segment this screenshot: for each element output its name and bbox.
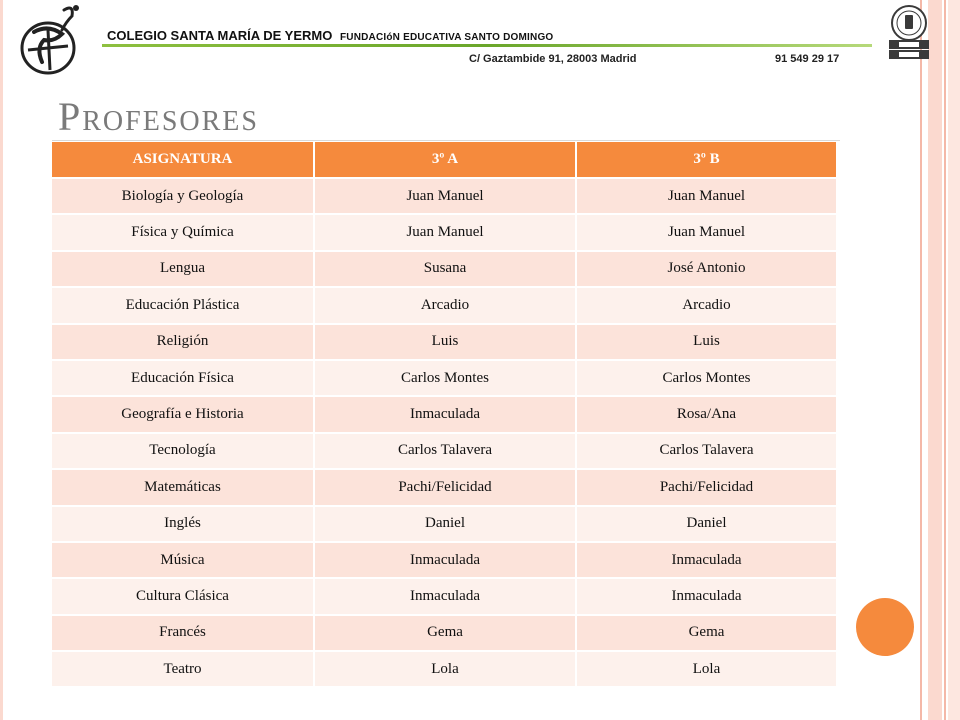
subject-cell: Biología y Geología [52, 178, 314, 214]
title-divider [52, 140, 840, 141]
subject-cell: Tecnología [52, 433, 314, 469]
teacher-3b-cell: Arcadio [576, 287, 836, 323]
teacher-3a-cell: Gema [314, 615, 576, 651]
subject-cell: Inglés [52, 506, 314, 542]
column-header-3a: 3º A [314, 142, 576, 178]
table-row [52, 469, 836, 505]
teacher-3b-cell: Pachi/Felicidad [576, 469, 836, 505]
stripe [928, 0, 942, 720]
teacher-3a-cell: Inmaculada [314, 396, 576, 432]
table-row [52, 287, 836, 323]
right-decorative-stripes [920, 0, 960, 720]
table-row [52, 360, 836, 396]
table-row [52, 178, 836, 214]
teacher-3b-cell: José Antonio [576, 251, 836, 287]
teacher-3a-cell: Inmaculada [314, 542, 576, 578]
stripe [944, 0, 946, 720]
teacher-3b-cell: Inmaculada [576, 578, 836, 614]
subject-cell: Educación Física [52, 360, 314, 396]
teacher-3b-cell: Inmaculada [576, 542, 836, 578]
teacher-3a-cell: Inmaculada [314, 578, 576, 614]
teacher-3a-cell: Luis [314, 324, 576, 360]
subject-cell: Religión [52, 324, 314, 360]
left-border-line [0, 0, 3, 720]
teacher-3a-cell: Daniel [314, 506, 576, 542]
subject-cell: Matemáticas [52, 469, 314, 505]
subject-cell: Lengua [52, 251, 314, 287]
table-row [52, 396, 836, 432]
school-phone: 91 549 29 17 [775, 53, 840, 65]
subject-cell: Francés [52, 615, 314, 651]
teacher-3b-cell: Carlos Talavera [576, 433, 836, 469]
subject-cell: Educación Plástica [52, 287, 314, 323]
foundation-name: FUNDACIóN EDUCATIVA SANTO DOMINGO [339, 32, 554, 43]
subject-cell: Geografía e Historia [52, 396, 314, 432]
subject-cell: Música [52, 542, 314, 578]
teacher-3a-cell: Susana [314, 251, 576, 287]
table-row [52, 578, 836, 614]
table-row [52, 615, 836, 651]
table-row [52, 324, 836, 360]
table-row [52, 542, 836, 578]
school-logo-icon [14, 2, 94, 76]
teacher-3a-cell: Juan Manuel [314, 214, 576, 250]
teacher-3a-cell: Juan Manuel [314, 178, 576, 214]
teacher-3b-cell: Rosa/Ana [576, 396, 836, 432]
teacher-3b-cell: Juan Manuel [576, 214, 836, 250]
teacher-3a-cell: Carlos Montes [314, 360, 576, 396]
page-title: Profesores [58, 94, 259, 139]
teacher-3b-cell: Juan Manuel [576, 178, 836, 214]
table-row [52, 651, 836, 686]
stripe [920, 0, 922, 720]
school-name-text: COLEGIO SANTA MARÍA DE YERMO [107, 28, 333, 43]
teacher-3b-cell: Lola [576, 651, 836, 686]
subject-cell: Física y Química [52, 214, 314, 250]
teacher-3b-cell: Carlos Montes [576, 360, 836, 396]
teacher-3b-cell: Luis [576, 324, 836, 360]
column-header-3b: 3º B [576, 142, 836, 178]
teachers-table [52, 142, 836, 686]
teacher-3a-cell: Pachi/Felicidad [314, 469, 576, 505]
teacher-3b-cell: Gema [576, 615, 836, 651]
school-address: C/ Gaztambide 91, 28003 Madrid [469, 53, 637, 65]
school-name [107, 28, 553, 43]
subject-cell: Cultura Clásica [52, 578, 314, 614]
stripe [948, 0, 960, 720]
bureau-veritas-logo-icon [886, 3, 932, 63]
table-row [52, 506, 836, 542]
teacher-3a-cell: Lola [314, 651, 576, 686]
column-header-subject: ASIGNATURA [52, 142, 314, 178]
table-header-row [52, 142, 836, 178]
header-divider [102, 44, 872, 47]
decorative-orange-circle [856, 598, 914, 656]
subject-cell: Teatro [52, 651, 314, 686]
teacher-3a-cell: Carlos Talavera [314, 433, 576, 469]
table-row [52, 433, 836, 469]
table-row [52, 214, 836, 250]
teacher-3a-cell: Arcadio [314, 287, 576, 323]
table-row [52, 251, 836, 287]
teacher-3b-cell: Daniel [576, 506, 836, 542]
